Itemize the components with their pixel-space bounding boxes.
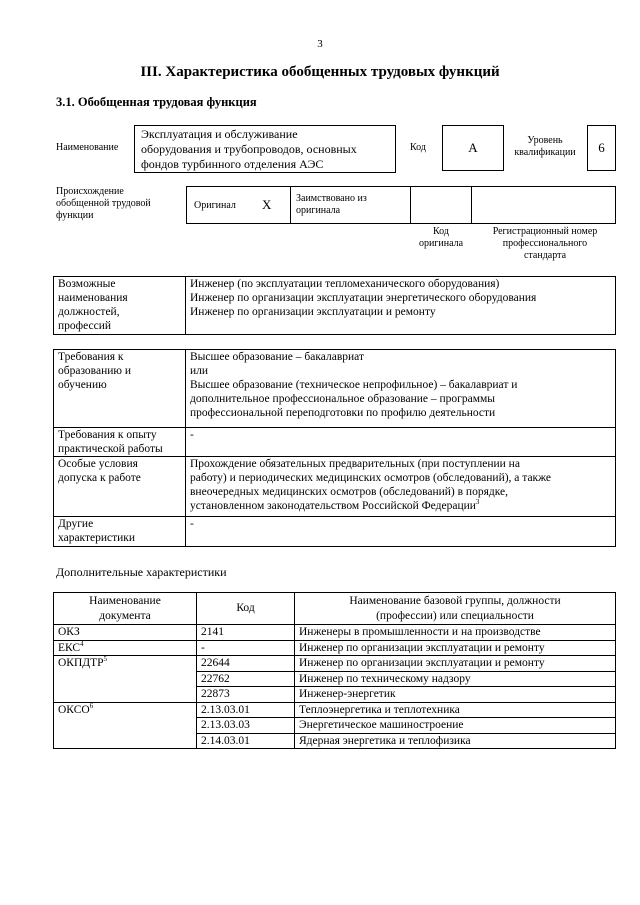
table-row — [54, 702, 616, 718]
function-name-box — [134, 125, 396, 173]
row-doc-text: ОКЗ — [58, 626, 80, 638]
education-line: Высшее образование – бакалавриат — [190, 351, 364, 363]
education-line: профессиональной переподготовки по профилю деятельности — [190, 407, 496, 419]
row-code: 2.13.03.03 — [197, 718, 295, 734]
positions-table — [53, 276, 616, 335]
code-value: А — [442, 125, 504, 171]
row-doc-text: ЕКС — [58, 641, 81, 654]
other-label-line: характеристики — [58, 532, 136, 544]
row-code: 22762 — [197, 671, 295, 687]
origin-divider — [290, 186, 291, 224]
row-doc — [54, 702, 197, 749]
table-row — [54, 656, 616, 672]
row-code: 2141 — [197, 625, 295, 641]
reg-number-label — [474, 226, 616, 262]
row-doc — [54, 656, 197, 703]
header-doc — [54, 593, 197, 625]
other-label-line: Другие — [58, 518, 94, 530]
level-label-line: квалификации — [514, 147, 576, 158]
header-doc-line: документа — [99, 609, 151, 622]
position-item: Инженер по организации эксплуатации энергетического оборудования — [190, 292, 537, 304]
row-name: Инженеры в промышленности и на производстве — [295, 625, 616, 641]
education-label-line: Требования к — [58, 351, 124, 363]
row-code: 2.13.03.01 — [197, 702, 295, 718]
positions-values — [186, 277, 616, 335]
reg-number-line: профессионального — [502, 238, 588, 249]
section-title: III. Характеристика обобщенных трудовых функций — [140, 64, 500, 80]
other-value: - — [186, 517, 616, 547]
origin-divider — [410, 186, 411, 224]
footnote-mark: 4 — [80, 639, 84, 648]
origin-label-line: функции — [56, 210, 94, 221]
code-original-line: Код — [433, 226, 449, 237]
borrowed-label-line: оригинала — [296, 205, 341, 216]
function-name-line: Эксплуатация и обслуживание — [141, 127, 298, 141]
row-doc-text: ОКПДТР — [58, 657, 104, 669]
borrowed-label — [296, 193, 367, 217]
reg-number-line: стандарта — [523, 250, 567, 261]
function-name-line: фондов турбинного отделения АЭС — [141, 157, 324, 171]
education-label-line: образованию и — [58, 365, 131, 377]
row-name: Энергетическое машиностроение — [295, 718, 616, 734]
row-doc-text: ОКСО — [58, 703, 90, 716]
conditions-line: Прохождение обязательных предварительных (при поступлении на — [190, 458, 520, 470]
header-name-line: (профессии) или специальности — [376, 609, 534, 622]
header-name — [295, 593, 616, 625]
row-name: Теплоэнергетика и теплотехника — [295, 702, 616, 718]
row-name: Инженер-энергетик — [295, 687, 616, 703]
header-code: Код — [197, 593, 295, 625]
conditions-line — [190, 499, 611, 513]
origin-label-line: обобщенной трудовой — [56, 198, 151, 209]
conditions-line: работу) и периодических медицинских осмотров (обследований), а также — [190, 472, 552, 484]
code-original-line: оригинала — [418, 238, 464, 249]
row-name: Ядерная энергетика и теплофизика — [295, 733, 616, 749]
additional-table — [53, 592, 616, 749]
function-name-line: оборудования и трубопроводов, основных — [141, 142, 357, 156]
row-name: Инженер по техническому надзору — [295, 671, 616, 687]
position-item: Инженер по организации эксплуатации и ремонту — [190, 306, 436, 318]
education-label-line: обучению — [58, 379, 107, 391]
row-code: 22644 — [197, 656, 295, 672]
positions-label — [54, 277, 186, 335]
positions-label-line: Возможные — [58, 278, 116, 290]
row-code: 2.14.03.01 — [197, 733, 295, 749]
origin-label — [56, 186, 151, 222]
conditions-label — [54, 457, 186, 517]
origin-label-line: Происхождение — [56, 186, 124, 197]
row-name: Инженер по организации эксплуатации и ремонту — [295, 640, 616, 656]
requirements-table — [53, 349, 616, 547]
positions-label-line: наименования — [58, 292, 128, 304]
row-doc — [54, 625, 197, 641]
other-label — [54, 517, 186, 547]
name-label: Наименование — [56, 142, 119, 153]
reg-number-line: Регистрационный номер — [492, 226, 598, 237]
original-label: Оригинал — [194, 200, 236, 211]
row-code: - — [197, 640, 295, 656]
positions-label-line: должностей, — [58, 306, 120, 318]
position-item: Инженер (по эксплуатации тепломеханического оборудования) — [190, 278, 500, 290]
footnote-mark: 3 — [475, 498, 480, 507]
header-name-line: Наименование базовой группы, должности — [349, 595, 561, 607]
education-line: или — [190, 365, 209, 377]
footnote-mark: 5 — [103, 655, 108, 664]
borrowed-label-line: Заимствовано из — [296, 193, 367, 204]
conditions-line: внеочередных медицинских осмотров (обследований) в порядке, — [190, 486, 509, 498]
row-code: 22873 — [197, 687, 295, 703]
row-doc — [54, 640, 197, 656]
experience-label — [54, 428, 186, 457]
footnote-mark: 6 — [89, 701, 94, 710]
origin-divider — [471, 186, 472, 224]
education-label — [54, 350, 186, 428]
experience-label-line: Требования к опыту — [58, 429, 157, 441]
table-row — [54, 625, 616, 641]
conditions-value — [186, 457, 616, 517]
conditions-label-line: Особые условия — [58, 458, 138, 470]
level-label-line: Уровень — [527, 135, 563, 146]
experience-value: - — [186, 428, 616, 457]
subsection-title: 3.1. Обобщенная трудовая функция — [56, 95, 257, 109]
code-original-label — [412, 226, 470, 250]
level-label — [506, 135, 584, 159]
conditions-line-text: установленном законодательством Российской Федерации — [190, 500, 476, 512]
code-label: Код — [410, 142, 426, 153]
positions-label-line: профессий — [58, 320, 112, 332]
page-number: 3 — [317, 38, 323, 50]
header-doc-line: Наименование — [89, 595, 161, 607]
education-value — [186, 350, 616, 428]
education-line: Высшее образование (техническое непрофильное) – бакалавриат и — [190, 379, 518, 391]
row-name: Инженер по организации эксплуатации и ремонту — [295, 656, 616, 672]
education-line: дополнительное профессиональное образование – программы — [190, 393, 495, 405]
table-row — [54, 640, 616, 656]
conditions-label-line: допуска к работе — [58, 472, 141, 484]
origin-box — [186, 186, 616, 224]
additional-title: Дополнительные характеристики — [56, 565, 227, 579]
original-mark: Х — [262, 197, 272, 212]
level-value: 6 — [587, 125, 616, 171]
experience-label-line: практической работы — [58, 443, 163, 455]
